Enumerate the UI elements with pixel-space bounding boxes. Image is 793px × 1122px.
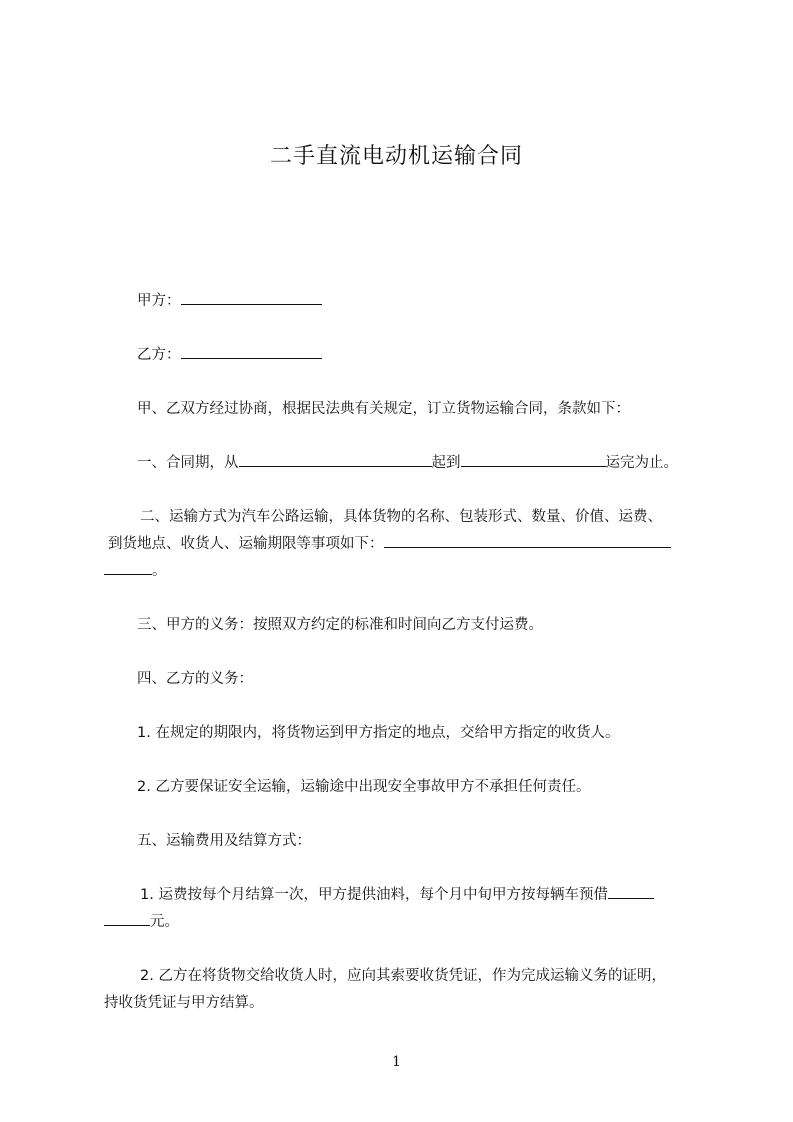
- party-a-label: 甲方：: [137, 293, 181, 309]
- cargo-details-blank-continued[interactable]: [104, 560, 152, 575]
- clause-5-item-1-line-2: [104, 911, 179, 933]
- clause-4-item-1: 1. 在规定的期限内，将货物运到甲方指定的地点，交给甲方指定的收货人。: [137, 725, 620, 741]
- clause-1: [137, 452, 678, 474]
- clause-1-text-c: 运完为止。: [605, 455, 678, 471]
- party-a-line: [137, 290, 322, 312]
- clause-4-heading: 四、乙方的义务：: [137, 671, 253, 687]
- clause-2-line-3: [104, 560, 167, 582]
- clause-5-item-1-end: 元。: [150, 914, 179, 930]
- party-a-blank[interactable]: [181, 290, 322, 305]
- advance-amount-blank-continued[interactable]: [104, 911, 150, 926]
- clause-5-item-1-line-1: [140, 884, 654, 906]
- contract-title: 二手直流电动机运输合同: [269, 144, 523, 169]
- clause-1-text-b: 起到: [431, 455, 461, 471]
- page-number: 1: [392, 1054, 401, 1070]
- clause-5-heading: 五、运输费用及结算方式：: [137, 833, 311, 849]
- clause-2-line-2: [108, 533, 671, 555]
- cargo-details-blank[interactable]: [384, 533, 671, 548]
- party-b-blank[interactable]: [181, 344, 322, 359]
- clause-5-item-1-text: 1. 运费按每个月结算一次，甲方提供油料，每个月中旬甲方按每辆车预借: [140, 887, 608, 903]
- contract-start-blank[interactable]: [239, 452, 432, 467]
- clause-2-text: 到货地点、收货人、运输期限等事项如下：: [108, 536, 384, 552]
- intro-paragraph: 甲、乙双方经过协商，根据民法典有关规定，订立货物运输合同，条款如下：: [137, 401, 630, 417]
- clause-5-item-2-line-2: 持收货凭证与甲方结算。: [104, 995, 264, 1011]
- clause-3: 三、甲方的义务：按照双方约定的标准和时间向乙方支付运费。: [137, 617, 543, 633]
- clause-4-item-2: 2. 乙方要保证安全运输，运输途中出现安全事故甲方不承担任何责任。: [137, 779, 591, 795]
- contract-end-blank[interactable]: [461, 452, 606, 467]
- clause-2-line-1: 二、运输方式为汽车公路运输，具体货物的名称、包装形式、数量、价值、运费、: [140, 509, 662, 525]
- advance-amount-blank[interactable]: [608, 884, 654, 899]
- party-b-line: [137, 344, 322, 366]
- clause-5-item-2-line-1: 2. 乙方在将货物交给收货人时，应向其索要收货凭证，作为完成运输义务的证明，: [140, 968, 666, 984]
- clause-1-text-a: 一、合同期，从: [137, 455, 239, 471]
- party-b-label: 乙方：: [137, 347, 181, 363]
- clause-2-end: 。: [152, 563, 167, 579]
